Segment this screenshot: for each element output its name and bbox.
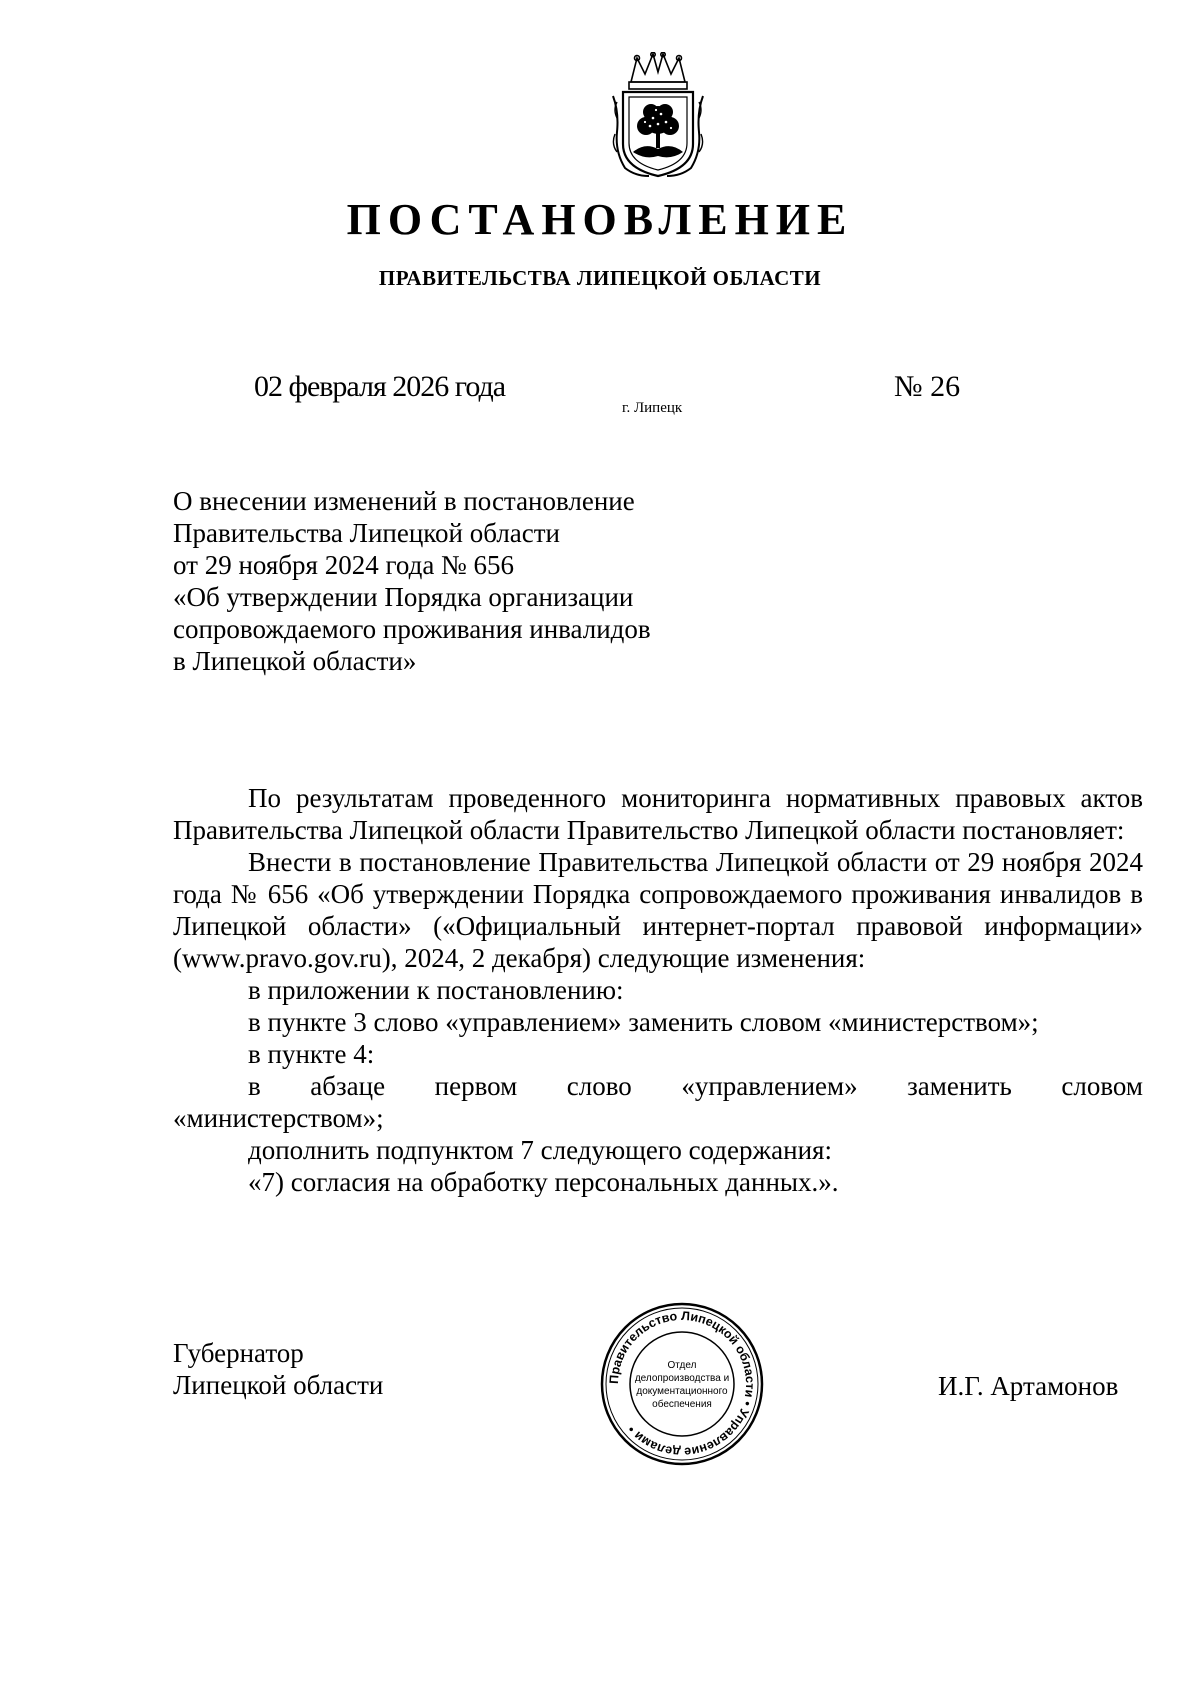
body-paragraph: дополнить подпунктом 7 следующего содержания: [248, 1135, 832, 1165]
subject-line: Правительства Липецкой области [173, 518, 561, 548]
seal-inner-line: обеспечения [652, 1399, 712, 1410]
seal-inner-line: документационного [636, 1386, 728, 1397]
document-body [173, 782, 1143, 1198]
subject-line: в Липецкой области» [173, 646, 417, 676]
official-seal-stamp [598, 1300, 766, 1468]
signatory-position-line: Липецкой области [173, 1370, 384, 1400]
document-subject [173, 485, 733, 677]
body-paragraph: в абзаце первом слово «управлением» заменить словом [248, 1071, 1143, 1101]
body-paragraph: По результатам проведенного мониторинга нормативных правовых актов Правительства Липецкой области Правительство Липецкой области постановляет: [173, 783, 1143, 845]
seal-inner-line: делопроизводства и [634, 1373, 730, 1384]
issuer-subtitle: ПРАВИТЕЛЬСТВА ЛИПЕЦКОЙ ОБЛАСТИ [378, 266, 822, 290]
body-paragraph: «министерством»; [173, 1103, 384, 1133]
document-type-title: ПОСТАНОВЛЕНИЕ [346, 195, 854, 244]
subject-line: «Об утверждении Порядка организации [173, 582, 634, 612]
coat-of-arms-icon [609, 52, 707, 180]
subject-line: от 29 ноября 2024 года № 656 [173, 550, 515, 580]
subject-line: О внесении изменений в постановление [173, 486, 635, 516]
body-paragraph: в пункте 4: [248, 1039, 375, 1069]
body-paragraph: «7) согласия на обработку персональных данных.». [248, 1167, 839, 1197]
signatory-name: И.Г. Артамонов [938, 1371, 1119, 1401]
seal-inner-line: Отдел [667, 1360, 697, 1371]
signatory-position [173, 1337, 383, 1401]
document-number: № 26 [894, 370, 961, 403]
signatory-position-line: Губернатор [173, 1338, 304, 1368]
body-paragraph: в пункте 3 слово «управлением» заменить словом «министерством»; [248, 1007, 1039, 1037]
document-city: г. Липецк [622, 400, 683, 416]
seal-outer-text: Правительство Липецкой области • Управление делами • [606, 1308, 758, 1460]
body-paragraph: в приложении к постановлению: [248, 975, 624, 1005]
body-paragraph: Внести в постановление Правительства Липецкой области от 29 ноября 2024 года № 656 «Об утверждении Порядка сопровождаемого проживания инвалидов в Липецкой области» («Официальный интернет-портал правовой информации» (www.pravo.gov.ru), 2024, 2 декабря) следующие изменения: [173, 847, 1143, 973]
document-date: 02 февраля 2026 года [254, 370, 506, 403]
subject-line: сопровождаемого проживания инвалидов [173, 614, 651, 644]
